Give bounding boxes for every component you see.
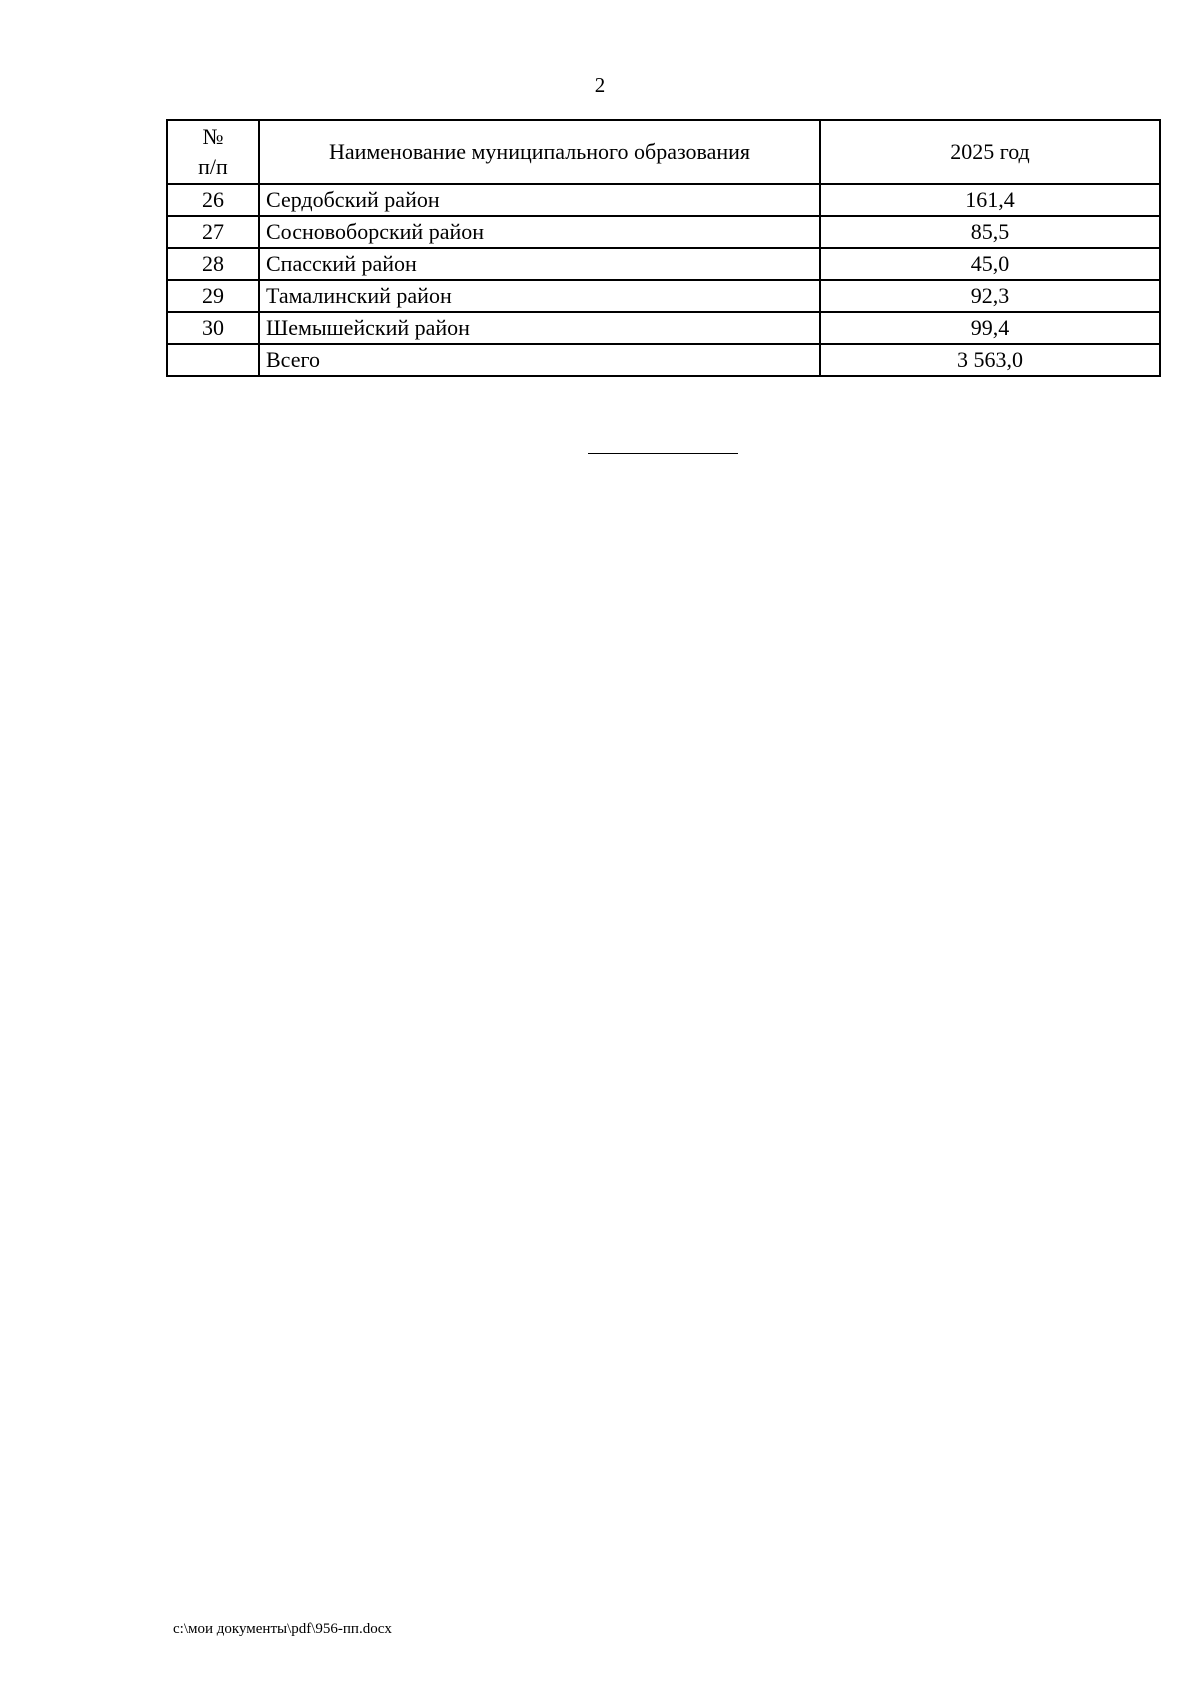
table-row <box>167 312 1160 344</box>
table-body <box>167 184 1160 376</box>
table-row <box>167 248 1160 280</box>
row-number: 30 <box>167 312 259 344</box>
header-row <box>167 120 1160 184</box>
row-number: 29 <box>167 280 259 312</box>
table-row <box>167 184 1160 216</box>
table-header <box>167 120 1160 184</box>
header-number-abbr: п/п <box>198 154 228 179</box>
row-name: Сосновоборский район <box>259 216 820 248</box>
row-number: 28 <box>167 248 259 280</box>
end-of-table-divider <box>588 453 738 454</box>
row-number: 27 <box>167 216 259 248</box>
table-row <box>167 216 1160 248</box>
row-value: 99,4 <box>820 312 1160 344</box>
header-name: Наименование муниципального образования <box>259 120 820 184</box>
row-name: Спасский район <box>259 248 820 280</box>
row-value: 45,0 <box>820 248 1160 280</box>
header-number-sign: № <box>202 124 224 149</box>
row-name: Сердобский район <box>259 184 820 216</box>
row-value: 161,4 <box>820 184 1160 216</box>
header-year: 2025 год <box>820 120 1160 184</box>
row-number: 26 <box>167 184 259 216</box>
total-label: Всего <box>259 344 820 376</box>
table-row <box>167 280 1160 312</box>
row-name: Шемышейский район <box>259 312 820 344</box>
footer-file-path: c:\мои документы\pdf\956-пп.docx <box>173 1621 392 1637</box>
header-number <box>167 120 259 184</box>
allocation-table <box>166 119 1161 377</box>
total-row <box>167 344 1160 376</box>
total-number <box>167 344 259 376</box>
row-value: 85,5 <box>820 216 1160 248</box>
row-value: 92,3 <box>820 280 1160 312</box>
page-number: 2 <box>594 73 606 97</box>
row-name: Тамалинский район <box>259 280 820 312</box>
total-value: 3 563,0 <box>820 344 1160 376</box>
